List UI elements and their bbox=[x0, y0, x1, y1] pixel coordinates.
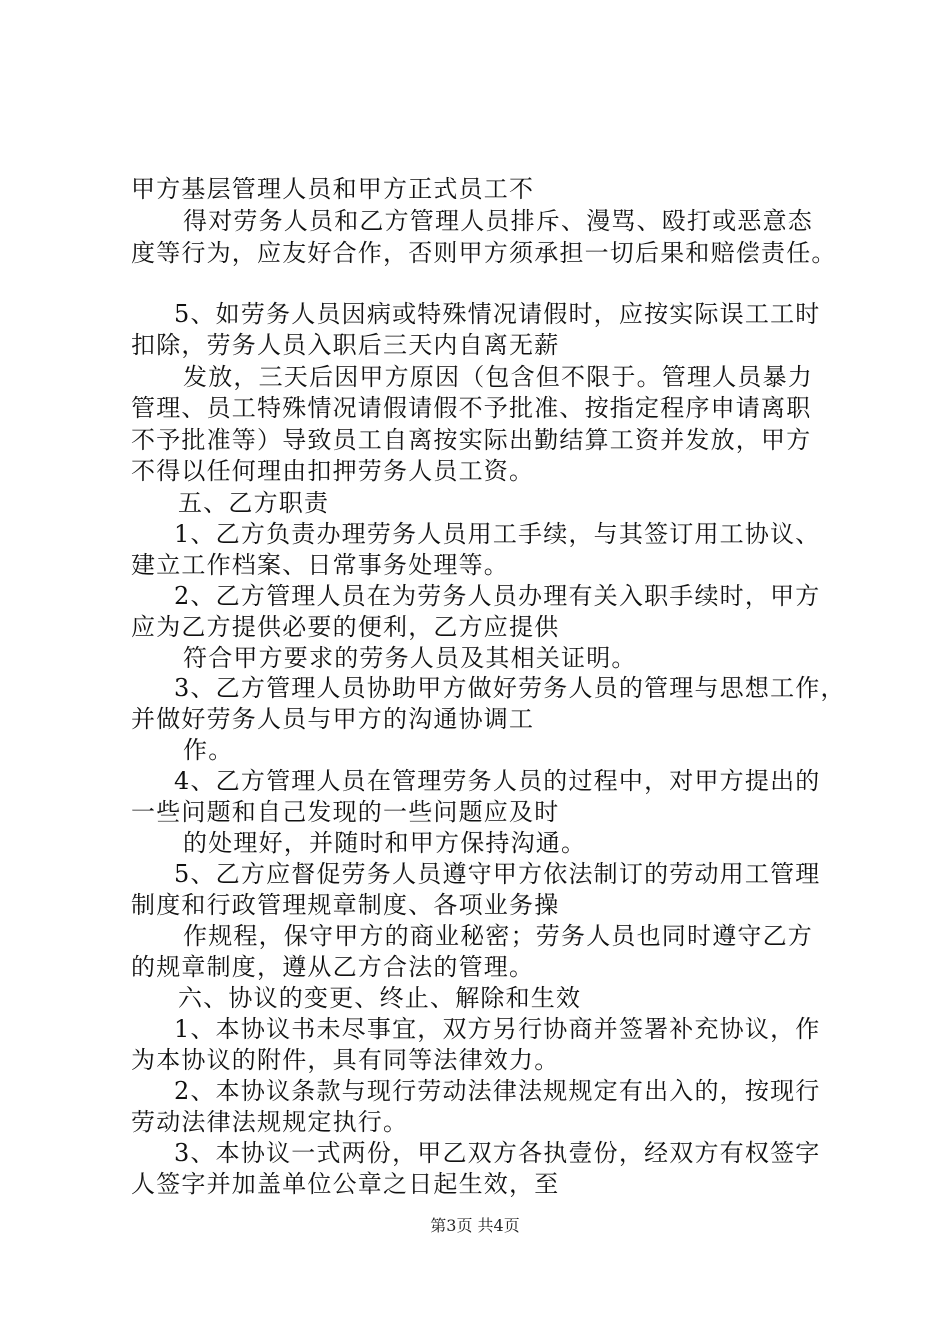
paragraph-line: 度等行为，应友好合作，否则甲方须承担一切后果和赔偿责任。 bbox=[131, 239, 837, 267]
paragraph-line: 不得以任何理由扣押劳务人员工资。 bbox=[131, 457, 535, 485]
paragraph-line: 并做好劳务人员与甲方的沟通协调工 bbox=[131, 705, 535, 733]
paragraph-line: 作规程，保守甲方的商业秘密；劳务人员也同时遵守乙方 bbox=[183, 922, 813, 950]
paragraph-line: 5、如劳务人员因病或特殊情况请假时，应按实际误工工时 bbox=[174, 300, 821, 328]
paragraph-line: 制度和行政管理规章制度、各项业务操 bbox=[131, 891, 560, 919]
paragraph-line: 2、乙方管理人员在为劳务人员办理有关入职手续时，甲方 bbox=[174, 582, 821, 610]
paragraph-line: 扣除，劳务人员入职后三天内自离无薪 bbox=[131, 331, 560, 359]
paragraph-line: 发放，三天后因甲方原因（包含但不限于。管理人员暴力 bbox=[183, 363, 813, 391]
paragraph-line: 符合甲方要求的劳务人员及其相关证明。 bbox=[183, 644, 637, 672]
page-footer: 第3页 共4页 bbox=[430, 1216, 520, 1235]
paragraph-line: 甲方基层管理人员和甲方正式员工不 bbox=[131, 175, 535, 203]
paragraph-line: 3、乙方管理人员协助甲方做好劳务人员的管理与思想工作， bbox=[174, 674, 846, 702]
paragraph-line: 应为乙方提供必要的便利，乙方应提供 bbox=[131, 613, 560, 641]
paragraph-line: 人签字并加盖单位公章之日起生效，至 bbox=[131, 1170, 560, 1198]
paragraph-line: 的规章制度，遵从乙方合法的管理。 bbox=[131, 953, 535, 981]
paragraph-line: 不予批准等）导致员工自离按实际出勤结算工资并发放，甲方 bbox=[131, 426, 812, 454]
paragraph-line: 为本协议的附件，具有同等法律效力。 bbox=[131, 1046, 560, 1074]
paragraph-line: 劳动法律法规规定执行。 bbox=[131, 1108, 409, 1136]
section-heading: 五、乙方职责 bbox=[178, 489, 330, 517]
paragraph-line: 1、乙方负责办理劳务人员用工手续，与其签订用工协议、 bbox=[174, 520, 821, 548]
paragraph-line: 建立工作档案、日常事务处理等。 bbox=[131, 551, 509, 579]
paragraph-line: 的处理好，并随时和甲方保持沟通。 bbox=[183, 829, 587, 857]
section-heading: 六、协议的变更、终止、解除和生效 bbox=[178, 984, 582, 1012]
paragraph-line: 2、本协议条款与现行劳动法律法规规定有出入的，按现行 bbox=[174, 1077, 821, 1105]
paragraph-line: 4、乙方管理人员在管理劳务人员的过程中，对甲方提出的 bbox=[174, 767, 821, 795]
paragraph-line: 得对劳务人员和乙方管理人员排斥、漫骂、殴打或恶意态 bbox=[183, 207, 813, 235]
paragraph-line: 3、本协议一式两份，甲乙双方各执壹份，经双方有权签字 bbox=[174, 1139, 821, 1167]
paragraph-line: 作。 bbox=[183, 736, 234, 764]
paragraph-line: 1、本协议书未尽事宜，双方另行协商并签署补充协议，作 bbox=[174, 1015, 821, 1043]
paragraph-line: 管理、员工特殊情况请假请假不予批准、按指定程序申请离职 bbox=[131, 394, 812, 422]
paragraph-line: 一些问题和自己发现的一些问题应及时 bbox=[131, 798, 560, 826]
paragraph-line: 5、乙方应督促劳务人员遵守甲方依法制订的劳动用工管理 bbox=[174, 860, 821, 888]
